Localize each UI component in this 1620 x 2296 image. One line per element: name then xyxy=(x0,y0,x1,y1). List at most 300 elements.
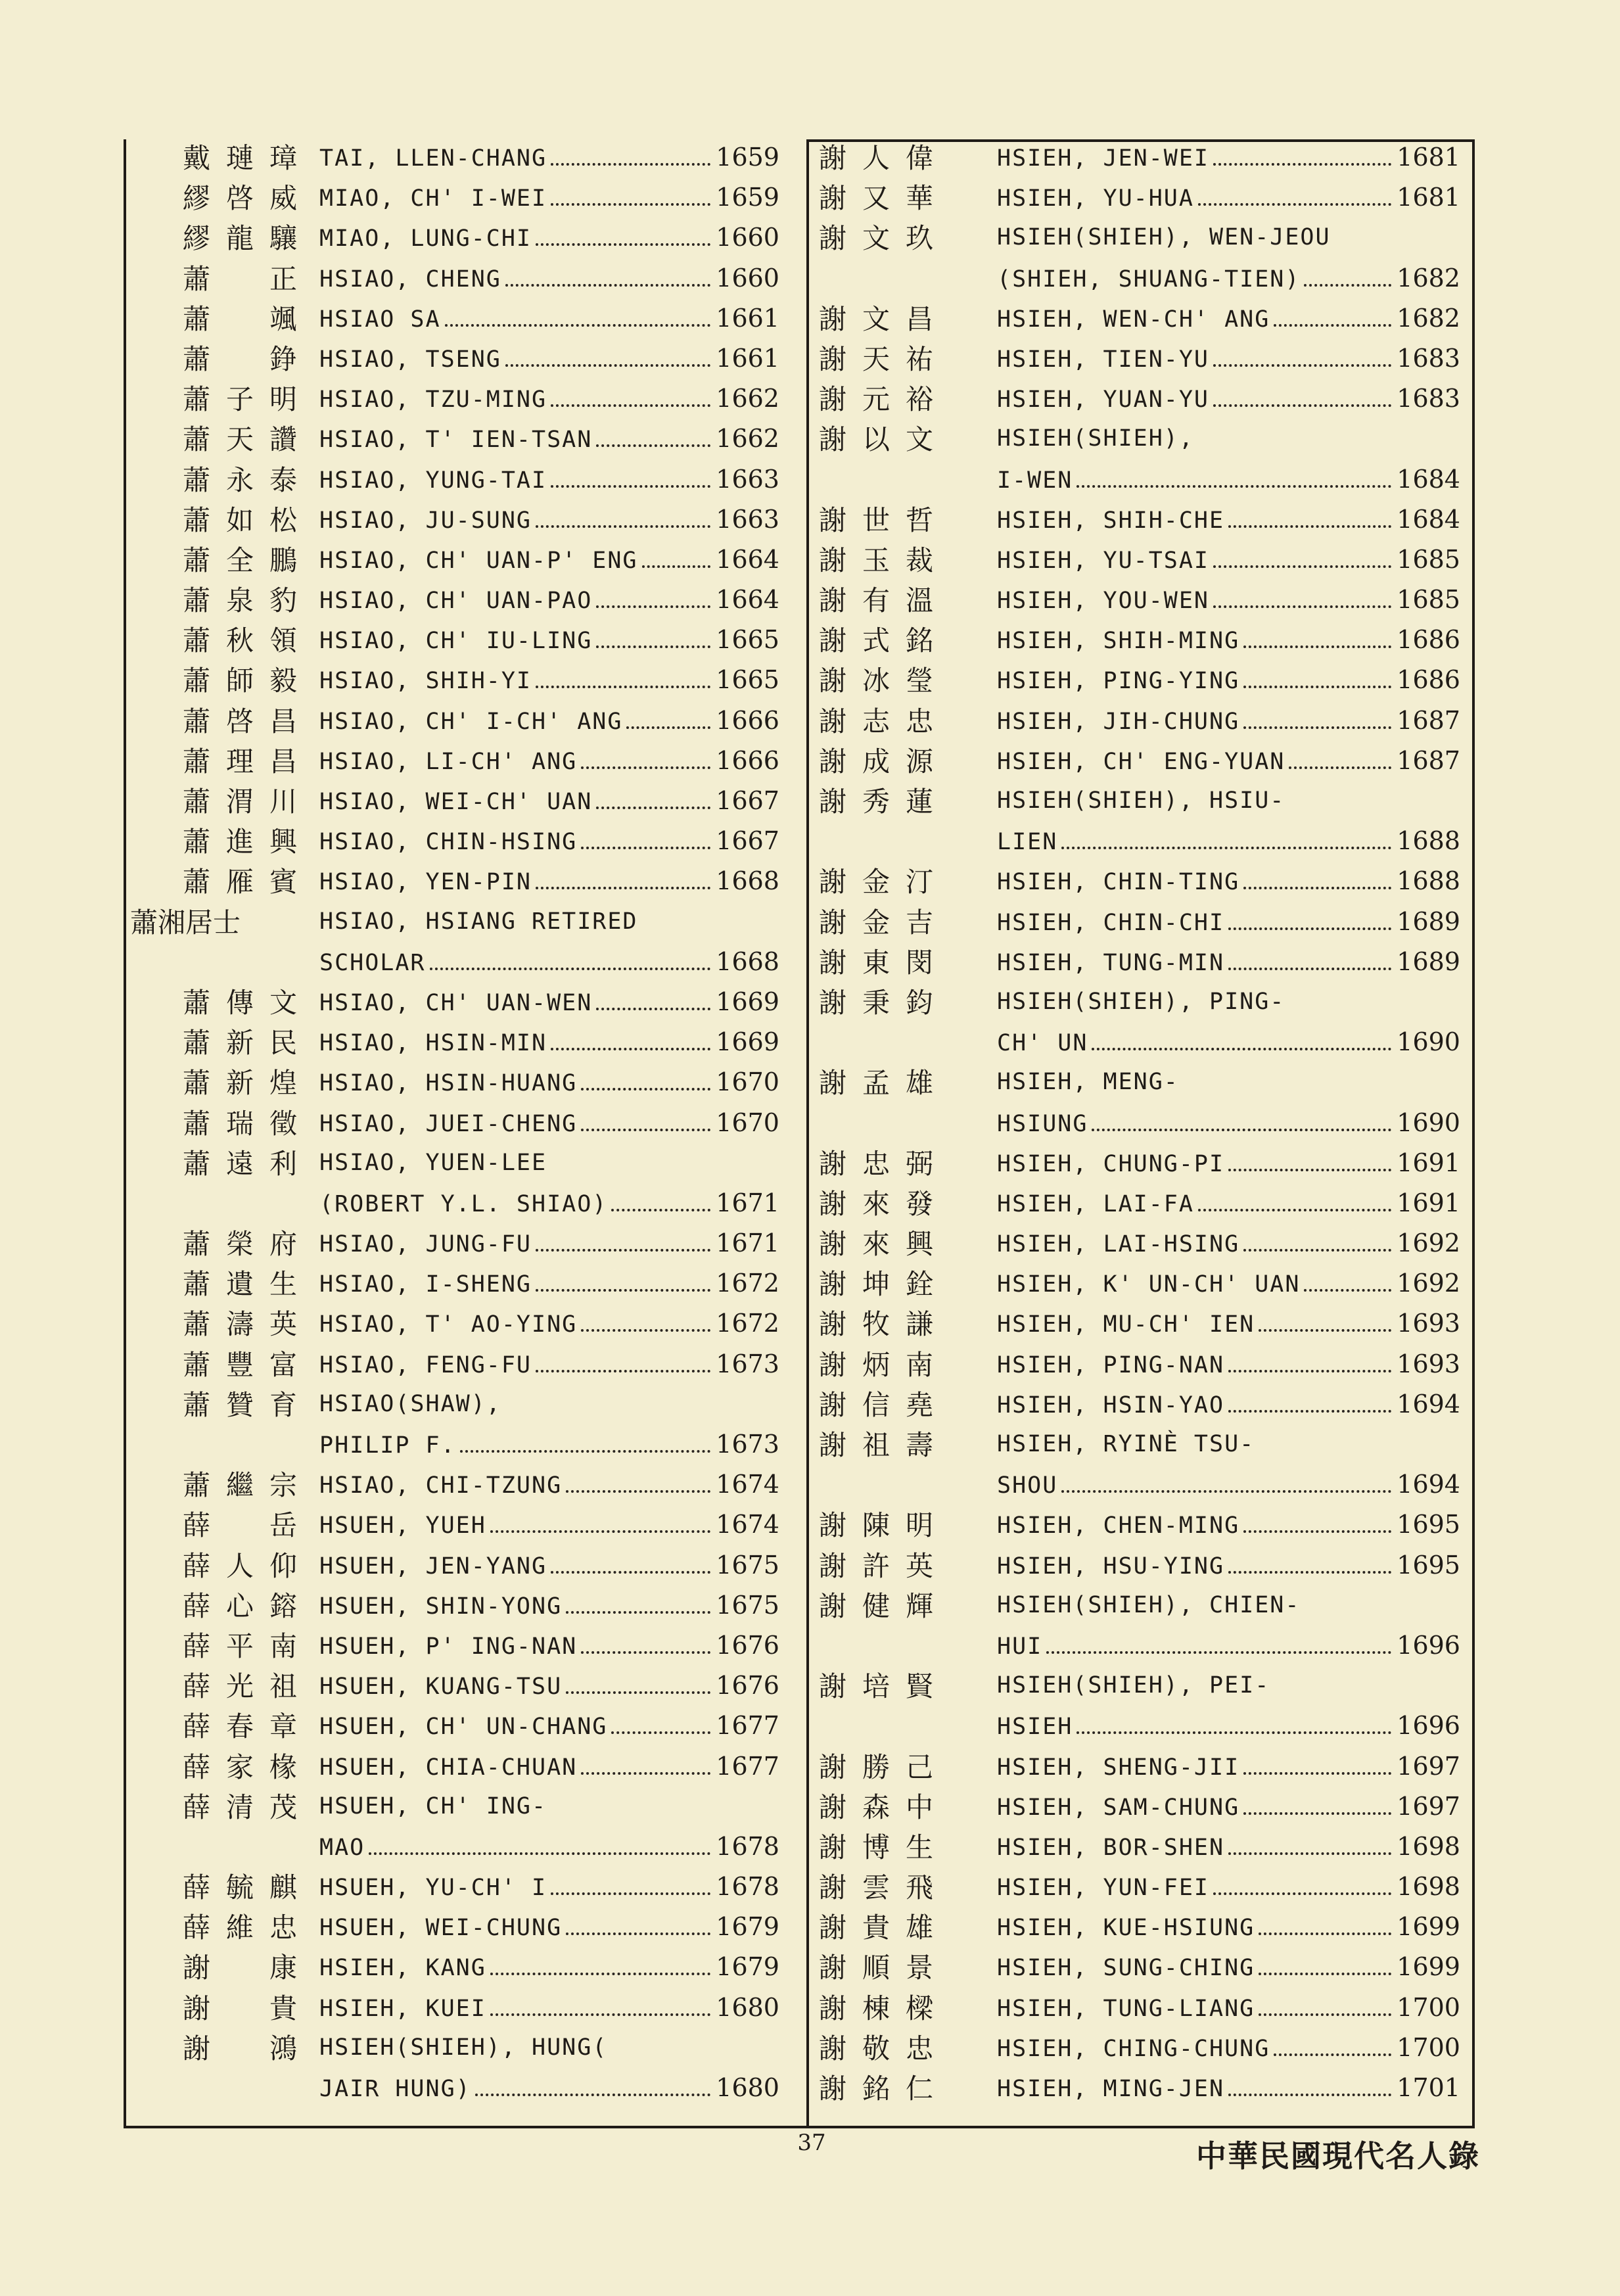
dot-leader xyxy=(642,565,711,568)
entry-leader xyxy=(319,379,779,419)
entry-leader xyxy=(319,1666,779,1706)
entry-leader xyxy=(997,1626,1460,1666)
entry-page-number: 1672 xyxy=(716,1309,779,1338)
dot-leader xyxy=(581,1651,710,1654)
chinese-name-char: 樑 xyxy=(905,1992,933,2025)
chinese-name-char: 謝 xyxy=(818,1388,846,1421)
entry-leader xyxy=(319,500,779,540)
chinese-name-char: 世 xyxy=(862,504,890,536)
entry-leader xyxy=(997,460,1460,500)
dot-leader xyxy=(1243,1812,1391,1815)
romanized-name: (SHIEH, SHUANG-TIEN) xyxy=(997,266,1301,293)
entry-leader xyxy=(997,1988,1460,2028)
chinese-name-char: 雄 xyxy=(905,1067,933,1100)
entry-leader xyxy=(997,1787,1460,1827)
entry-page-number: 1691 xyxy=(1397,1148,1460,1177)
dot-leader xyxy=(1198,203,1391,206)
romanized-name: HSIEH, SAM-CHUNG xyxy=(997,1794,1240,1821)
romanized-name: HSIAO, I-SHENG xyxy=(319,1271,532,1298)
romanized-name: HSUEH, CH' UN-CHANG xyxy=(319,1714,608,1741)
chinese-name-char: 來 xyxy=(862,1228,890,1261)
entry-page-number: 1699 xyxy=(1397,1952,1460,1982)
romanized-name: HSIAO, CH' I-CH' ANG xyxy=(319,708,623,735)
entry-leader xyxy=(319,782,779,822)
romanized-name: HSIAO, JU-SUNG xyxy=(319,507,532,534)
index-entry xyxy=(130,1264,802,1304)
romanized-name: HSIEH, KANG xyxy=(319,1955,486,1982)
romanized-name: HSIEH, KUEI xyxy=(319,1995,486,2022)
chinese-name-char: 謝 xyxy=(818,946,846,979)
romanized-name: HSIEH, HSU-YING xyxy=(997,1553,1225,1580)
index-entry xyxy=(810,1345,1467,1385)
romanized-name: HSIEH, WEN-CH' ANG xyxy=(997,306,1270,333)
entry-page-number: 1682 xyxy=(1397,263,1460,293)
chinese-name-char: 豐 xyxy=(225,1348,254,1381)
romanized-name: HSIAO, CHENG xyxy=(319,266,501,293)
chinese-name-char: 蕭 xyxy=(182,1388,210,1421)
chinese-name-char: 謝 xyxy=(818,302,846,335)
chinese-name-char: 徵 xyxy=(269,1107,297,1140)
index-entry xyxy=(810,782,1467,822)
dot-leader xyxy=(1259,1329,1391,1332)
dot-leader xyxy=(1228,1410,1391,1413)
index-entry xyxy=(130,178,802,218)
entry-page-number: 1697 xyxy=(1397,1791,1460,1821)
chinese-name-char: 明 xyxy=(269,383,297,416)
dot-leader xyxy=(1228,2094,1391,2096)
chinese-name-char: 濤 xyxy=(225,1308,254,1341)
chinese-name-char: 蕭 xyxy=(182,342,210,375)
chinese-name-char: 文 xyxy=(905,423,933,456)
entry-page-number: 1685 xyxy=(1397,544,1460,574)
dot-leader xyxy=(581,1129,710,1131)
entry-leader xyxy=(997,1747,1460,1787)
index-entry xyxy=(810,902,1467,943)
dot-leader xyxy=(536,686,710,688)
entry-leader xyxy=(319,1023,779,1063)
chinese-name-char: 蕭 xyxy=(182,1147,210,1180)
romanized-name: HSIAO, YUNG-TAI xyxy=(319,467,547,494)
entry-page-number: 1670 xyxy=(716,1108,779,1137)
entry-page-number: 1698 xyxy=(1397,1831,1460,1861)
index-entry xyxy=(130,1385,802,1425)
entry-page-number: 1687 xyxy=(1397,745,1460,775)
entry-page-number: 1662 xyxy=(716,384,779,413)
chinese-name-char: 新 xyxy=(225,1027,254,1060)
entry-leader xyxy=(319,178,779,218)
dot-leader xyxy=(1228,525,1391,528)
romanized-name: HSIAO, TZU-MING xyxy=(319,387,547,413)
entry-page-number: 1677 xyxy=(716,1711,779,1741)
dot-leader xyxy=(1228,927,1391,930)
entry-page-number: 1662 xyxy=(716,424,779,454)
chinese-name-char: 繆 xyxy=(182,222,210,255)
chinese-name-char: 薛 xyxy=(182,1549,210,1582)
romanized-name: HSIAO(SHAW), xyxy=(319,1390,501,1417)
dot-leader xyxy=(611,1731,710,1734)
dot-leader xyxy=(596,645,710,648)
entry-leader xyxy=(319,1224,779,1264)
chinese-name-char: 遺 xyxy=(225,1268,254,1301)
index-entry xyxy=(130,1304,802,1344)
column-divider xyxy=(806,139,809,2126)
index-entry xyxy=(810,1465,1467,1505)
entry-leader xyxy=(997,943,1460,983)
dot-leader xyxy=(566,1933,710,1935)
index-entry xyxy=(130,1184,802,1224)
romanized-name: HSUEH, YUEH xyxy=(319,1512,486,1539)
entry-page-number: 1663 xyxy=(716,464,779,494)
romanized-name: HSIEH, SHIH-CHE xyxy=(997,507,1225,534)
chinese-name-char: 中 xyxy=(905,1791,933,1823)
dot-leader xyxy=(1259,1933,1391,1935)
index-entry xyxy=(130,299,802,339)
romanized-name: HSIAO, CHI-TZUNG xyxy=(319,1472,563,1499)
chinese-name-char: 閔 xyxy=(905,946,933,979)
chinese-name-char: 森 xyxy=(862,1791,890,1823)
chinese-name-char: 蕭 xyxy=(182,1268,210,1301)
chinese-name-char: 蕭 xyxy=(182,302,210,335)
entry-page-number: 1669 xyxy=(716,987,779,1016)
romanized-name: HSIEH, CHUNG-PI xyxy=(997,1150,1225,1177)
chinese-name-char: 利 xyxy=(269,1147,297,1180)
entry-leader xyxy=(319,741,779,782)
entry-leader xyxy=(319,661,779,701)
chinese-name-char: 貴 xyxy=(269,1992,297,2025)
chinese-name-char: 民 xyxy=(269,1027,297,1060)
romanized-name: HSIAO, FENG-FU xyxy=(319,1351,532,1378)
chinese-name-char: 銘 xyxy=(862,2073,890,2105)
entry-page-number: 1695 xyxy=(1397,1510,1460,1539)
dot-leader xyxy=(1228,1370,1391,1372)
romanized-name: HSIEH, MING-JEN xyxy=(997,2076,1225,2102)
index-entry xyxy=(810,1988,1467,2028)
chinese-name-char: 謝 xyxy=(818,142,846,174)
entry-page-number: 1670 xyxy=(716,1067,779,1097)
index-entry xyxy=(130,902,802,943)
chinese-name: 蕭湘居士 xyxy=(130,906,241,939)
romanized-name: HSIEH, YOU-WEN xyxy=(997,588,1210,615)
chinese-name-char: 華 xyxy=(905,182,933,215)
dot-leader xyxy=(490,2013,710,2016)
chinese-name-char: 生 xyxy=(905,1831,933,1863)
chinese-name-char: 秀 xyxy=(862,785,890,818)
chinese-name-char: 興 xyxy=(905,1228,933,1261)
romanized-name: LIEN xyxy=(997,829,1058,856)
dot-leader xyxy=(1076,1731,1391,1734)
index-entry xyxy=(130,782,802,822)
index-entry xyxy=(810,419,1467,459)
chinese-name-char: 又 xyxy=(862,182,890,215)
index-entry xyxy=(810,580,1467,621)
chinese-name-char: 正 xyxy=(269,262,297,295)
entry-page-number: 1700 xyxy=(1397,1992,1460,2022)
chinese-name-char: 毅 xyxy=(269,665,297,697)
chinese-name-char: 蕭 xyxy=(182,1348,210,1381)
index-entry xyxy=(810,1706,1467,1746)
index-entry xyxy=(810,1787,1467,1827)
chinese-name-char: 昌 xyxy=(905,302,933,335)
entry-page-number: 1692 xyxy=(1397,1269,1460,1298)
entry-page-number: 1696 xyxy=(1397,1711,1460,1741)
entry-leader xyxy=(319,218,779,258)
romanized-name: PHILIP F. xyxy=(319,1432,456,1459)
chinese-name-char: 驤 xyxy=(269,222,297,255)
dot-leader xyxy=(460,1450,711,1453)
index-entry xyxy=(810,1023,1467,1063)
dot-leader xyxy=(505,364,710,367)
entry-leader xyxy=(319,1104,779,1144)
romanized-name: JAIR HUNG) xyxy=(319,2076,471,2102)
chinese-name-char: 謝 xyxy=(818,1147,846,1180)
entry-leader xyxy=(319,1908,779,1948)
entry-page-number: 1673 xyxy=(716,1349,779,1378)
chinese-name-char: 文 xyxy=(862,222,890,255)
index-entry xyxy=(130,1224,802,1264)
romanized-name: HSUEH, JEN-YANG xyxy=(319,1553,547,1580)
index-entry xyxy=(130,983,802,1023)
dot-leader xyxy=(536,243,710,246)
chinese-name-char: 瑩 xyxy=(905,665,933,697)
chinese-name-char: 吉 xyxy=(905,906,933,939)
chinese-name-char: 裕 xyxy=(905,383,933,416)
dot-leader xyxy=(1092,1048,1391,1050)
chinese-name-char: 冰 xyxy=(862,665,890,697)
chinese-name-char: 平 xyxy=(225,1629,254,1662)
chinese-name-char: 忠 xyxy=(269,1911,297,1944)
index-entry xyxy=(130,1706,802,1746)
chinese-name-char: 銓 xyxy=(905,1268,933,1301)
entry-leader xyxy=(997,1385,1460,1425)
chinese-name-char: 傳 xyxy=(225,986,254,1019)
chinese-name-char: 贊 xyxy=(225,1388,254,1421)
chinese-name-char: 瑞 xyxy=(225,1107,254,1140)
entry-page-number: 1697 xyxy=(1397,1751,1460,1781)
entry-page-number: 1694 xyxy=(1397,1389,1460,1418)
entry-page-number: 1692 xyxy=(1397,1229,1460,1258)
dot-leader xyxy=(536,1370,710,1372)
index-entry xyxy=(130,2069,802,2109)
chinese-name-char: 蕭 xyxy=(182,785,210,818)
entry-page-number: 1690 xyxy=(1397,1027,1460,1057)
entry-leader xyxy=(997,2069,1460,2109)
entry-page-number: 1681 xyxy=(1397,143,1460,172)
index-entry xyxy=(810,339,1467,379)
chinese-name-char: 人 xyxy=(862,142,890,174)
left-index-column xyxy=(130,138,802,2109)
entry-leader xyxy=(319,1586,779,1626)
entry-page-number: 1665 xyxy=(716,665,779,695)
chinese-name-char: 天 xyxy=(862,342,890,375)
entry-page-number: 1671 xyxy=(716,1188,779,1217)
chinese-name-char: 茂 xyxy=(269,1791,297,1823)
chinese-name-char: 松 xyxy=(269,504,297,536)
chinese-name-char: 蕭 xyxy=(182,745,210,778)
chinese-name-char: 陳 xyxy=(862,1509,890,1542)
entry-leader xyxy=(319,460,779,500)
entry-leader xyxy=(997,1345,1460,1385)
dot-leader xyxy=(566,1490,710,1493)
dot-leader xyxy=(1213,364,1391,367)
chinese-name-char: 薛 xyxy=(182,1710,210,1743)
chinese-name-char: 蕭 xyxy=(182,383,210,416)
romanized-name: HSIEH, HSIN-YAO xyxy=(997,1392,1225,1418)
dot-leader xyxy=(1243,1772,1391,1775)
index-entry xyxy=(130,1787,802,1827)
romanized-name: HSIEH, PING-NAN xyxy=(997,1351,1225,1378)
chinese-name-char: 璋 xyxy=(269,142,297,174)
romanized-name: HSIEH, JEN-WEI xyxy=(997,145,1210,172)
romanized-name: HSIEH, JIH-CHUNG xyxy=(997,708,1240,735)
chinese-name-char: 仰 xyxy=(269,1549,297,1582)
index-entry xyxy=(810,1224,1467,1264)
entry-page-number: 1667 xyxy=(716,786,779,815)
right-index-column xyxy=(810,138,1467,2109)
entry-page-number: 1689 xyxy=(1397,947,1460,976)
entry-page-number: 1696 xyxy=(1397,1630,1460,1660)
romanized-name: HSIEH, RYINÈ TSU- xyxy=(997,1431,1255,1457)
chinese-name-char: 源 xyxy=(905,745,933,778)
chinese-name-char: 煌 xyxy=(269,1067,297,1100)
entry-page-number: 1659 xyxy=(716,143,779,172)
chinese-name-char: 威 xyxy=(269,182,297,215)
chinese-name-char: 謝 xyxy=(818,1067,846,1100)
romanized-name: HSIEH, CHIN-TING xyxy=(997,869,1240,896)
chinese-name-char: 啓 xyxy=(225,705,254,738)
romanized-name: HSIEH, K' UN-CH' UAN xyxy=(997,1271,1301,1298)
chinese-name-char: 蕭 xyxy=(182,1027,210,1060)
entry-page-number: 1679 xyxy=(716,1912,779,1942)
index-entry xyxy=(810,1626,1467,1666)
index-entry xyxy=(130,1827,802,1867)
romanized-name: HSIAO, CHIN-HSING xyxy=(319,829,578,856)
romanized-name: MAO xyxy=(319,1834,365,1861)
chinese-name-char: 宗 xyxy=(269,1469,297,1502)
entry-leader xyxy=(319,259,779,299)
entry-page-number: 1666 xyxy=(716,705,779,735)
index-entry xyxy=(810,1546,1467,1586)
index-entry xyxy=(810,1827,1467,1867)
entry-page-number: 1660 xyxy=(716,223,779,252)
entry-page-number: 1686 xyxy=(1397,665,1460,695)
index-entry xyxy=(130,2028,802,2069)
dot-leader xyxy=(551,485,710,488)
dot-leader xyxy=(1259,1973,1391,1975)
chinese-name-char: 戴 xyxy=(182,142,210,174)
entry-leader xyxy=(319,1626,779,1666)
dot-leader xyxy=(1274,324,1391,327)
entry-leader xyxy=(997,1465,1460,1505)
dot-leader xyxy=(1213,565,1391,568)
chinese-name-char: 仁 xyxy=(905,2073,933,2105)
entry-page-number: 1691 xyxy=(1397,1188,1460,1217)
chinese-name-char: 薛 xyxy=(182,1750,210,1783)
entry-leader xyxy=(319,621,779,661)
index-entry xyxy=(810,1586,1467,1626)
chinese-name-char: 薛 xyxy=(182,1509,210,1542)
entry-page-number: 1666 xyxy=(716,745,779,775)
entry-leader xyxy=(997,1867,1460,1908)
chinese-name-char: 謝 xyxy=(182,2032,210,2065)
entry-page-number: 1701 xyxy=(1397,2073,1460,2102)
index-entry xyxy=(810,1425,1467,1465)
entry-page-number: 1695 xyxy=(1397,1550,1460,1580)
dot-leader xyxy=(566,1691,710,1694)
entry-leader xyxy=(319,943,779,983)
index-entry xyxy=(130,540,802,580)
chinese-name-char: 清 xyxy=(225,1791,254,1823)
chinese-name-char: 謝 xyxy=(818,1348,846,1381)
chinese-name-char: 蕭 xyxy=(182,1228,210,1261)
entry-page-number: 1687 xyxy=(1397,705,1460,735)
entry-leader xyxy=(997,379,1460,419)
chinese-name-char: 溫 xyxy=(905,584,933,617)
index-entry xyxy=(810,1304,1467,1344)
book-title: 中華民國現代名人錄 xyxy=(1196,2138,1480,2174)
index-entry xyxy=(810,1385,1467,1425)
chinese-name-char: 堯 xyxy=(905,1388,933,1421)
entry-leader xyxy=(319,822,779,862)
dot-leader xyxy=(551,1571,710,1574)
entry-page-number: 1683 xyxy=(1397,343,1460,373)
entry-leader xyxy=(997,299,1460,339)
dot-leader xyxy=(581,1329,710,1332)
index-entry xyxy=(810,2069,1467,2109)
chinese-name-char: 金 xyxy=(862,866,890,899)
index-entry xyxy=(810,1666,1467,1706)
dot-leader xyxy=(1076,485,1391,488)
entry-page-number: 1693 xyxy=(1397,1349,1460,1378)
chinese-name-char: 己 xyxy=(905,1750,933,1783)
index-entry xyxy=(810,218,1467,258)
chinese-name-char: 維 xyxy=(225,1911,254,1944)
chinese-name-char: 心 xyxy=(225,1589,254,1622)
dot-leader xyxy=(551,1892,710,1895)
chinese-name-char: 貴 xyxy=(862,1911,890,1944)
dot-leader xyxy=(626,726,710,729)
chinese-name-char: 玉 xyxy=(862,544,890,576)
entry-page-number: 1675 xyxy=(716,1550,779,1580)
index-entry xyxy=(130,460,802,500)
entry-page-number: 1674 xyxy=(716,1470,779,1499)
dot-leader xyxy=(1259,2013,1391,2016)
chinese-name-char: 謝 xyxy=(818,423,846,456)
chinese-name-char: 培 xyxy=(862,1670,890,1703)
dot-leader xyxy=(1243,887,1391,889)
romanized-name: HSIAO, HSIN-MIN xyxy=(319,1030,547,1057)
index-entry xyxy=(130,1505,802,1545)
chinese-name-char: 蕭 xyxy=(182,866,210,899)
entry-page-number: 1661 xyxy=(716,303,779,333)
romanized-name: HSIEH(SHIEH), HSIU- xyxy=(997,787,1285,814)
chinese-name-char: 忠 xyxy=(905,705,933,738)
entry-page-number: 1688 xyxy=(1397,866,1460,896)
chinese-name-char: 謝 xyxy=(818,383,846,416)
chinese-name-char: 光 xyxy=(225,1670,254,1703)
chinese-name-char: 謝 xyxy=(818,1871,846,1904)
romanized-name: HSIAO, CH' UAN-P' ENG xyxy=(319,547,638,574)
chinese-name-char: 來 xyxy=(862,1187,890,1220)
chinese-name-char: 謝 xyxy=(818,1952,846,1984)
entry-leader xyxy=(319,862,779,902)
chinese-name-char: 孟 xyxy=(862,1067,890,1100)
entry-leader xyxy=(319,1304,779,1344)
dot-leader xyxy=(369,1852,710,1855)
chinese-name-char: 蕭 xyxy=(182,463,210,496)
chinese-name-char: 蕭 xyxy=(182,624,210,657)
chinese-name-char: 蕭 xyxy=(182,584,210,617)
chinese-name-char: 謝 xyxy=(818,182,846,215)
